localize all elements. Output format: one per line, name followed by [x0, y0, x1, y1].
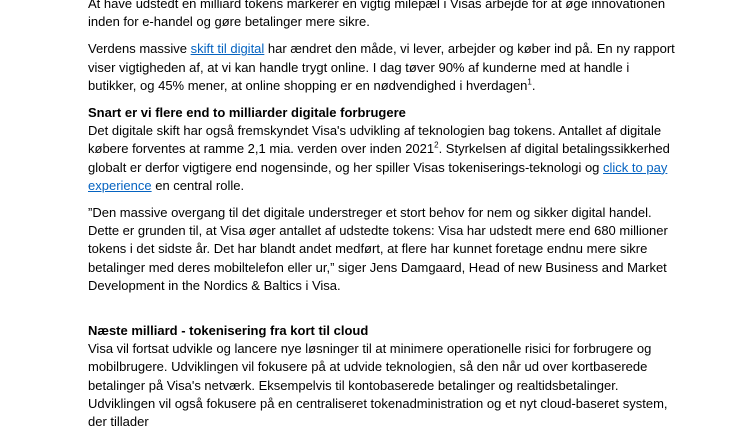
- footnote-ref-2: 2: [434, 141, 439, 151]
- paragraph-text: . Styrkelsen af digital betalingssikkerhed globalt er derfor vigtigere end nogensinde, og her spiller Visas tokeniserings-teknologi og: [88, 141, 670, 175]
- digital-shift-link[interactable]: skift til digital: [190, 41, 265, 57]
- click-to-pay-link[interactable]: click to pay experience: [88, 159, 668, 193]
- digital-shift-paragraph: [88, 40, 678, 95]
- paragraph-text: Det digitale skift har også fremskyndet Visa's udvikling af teknologien bag tokens. Antallet af digitale købere forventes at ramme 2,1 mia. verden over inden 2021: [88, 123, 662, 157]
- paragraph-text: .: [531, 77, 536, 93]
- paragraph-text: Verdens massive: [88, 41, 191, 57]
- spacer: [88, 304, 678, 322]
- paragraph-text: har ændret den måde, vi lever, arbejder og køber ind på. En ny rapport viser vigtigheden af, at vi kan handle trygt online. I dag tøver 90% af kunderne med at handle i butikker, og 45% mener, at online shopping er en nødvendighed i hverdagen: [88, 41, 675, 93]
- section-heading-digital-consumers: Snart er vi flere end to milliarder digitale forbrugere: [88, 105, 406, 121]
- footnote-ref-1: 1: [527, 77, 532, 87]
- section-heading-next-billion: Næste milliard - tokenisering fra kort til cloud: [88, 323, 369, 339]
- intro-paragraph: At have udstedt en milliard tokens markerer en vigtig milepæl i Visas arbejde for at øge innovationen inden for e-handel og gøre betalinger mere sikre.: [88, 0, 666, 30]
- paragraph-text: en central rolle.: [151, 177, 245, 193]
- article-body: [88, 0, 678, 440]
- tokens-paragraph: [88, 122, 678, 195]
- tokenization-paragraph: Visa vil fortsat udvikle og lancere nye løsninger til at minimere operationelle risici for forbrugere og mobilbrugere. Udviklingen vil fokusere på at udvide teknologien, så den når ud over kortbaserede betalinger på Visa's netværk. Eksempelvis til kontobaserede betalinger og realtidsbetalinger. Udviklingen vil også fokusere på en centraliseret tokenadministration og et nyt cloud-baseret system, der tillader: [88, 341, 668, 430]
- quote-paragraph: ”Den massive overgang til det digitale understreger et stort behov for nem og sikker digital handel. Dette er grunden til, at Visa øger antallet af udstedte tokens: Visa har udstedt mere end 680 millioner tokens i det sidste år. Det har blandt andet medført, at flere har kunnet foretage endnu mere sikre betalinger med deres mobiltelefon eller ur,” siger Jens Damgaard, Head of new Business and Market Development in the Nordics & Baltics i Visa.: [88, 205, 668, 293]
